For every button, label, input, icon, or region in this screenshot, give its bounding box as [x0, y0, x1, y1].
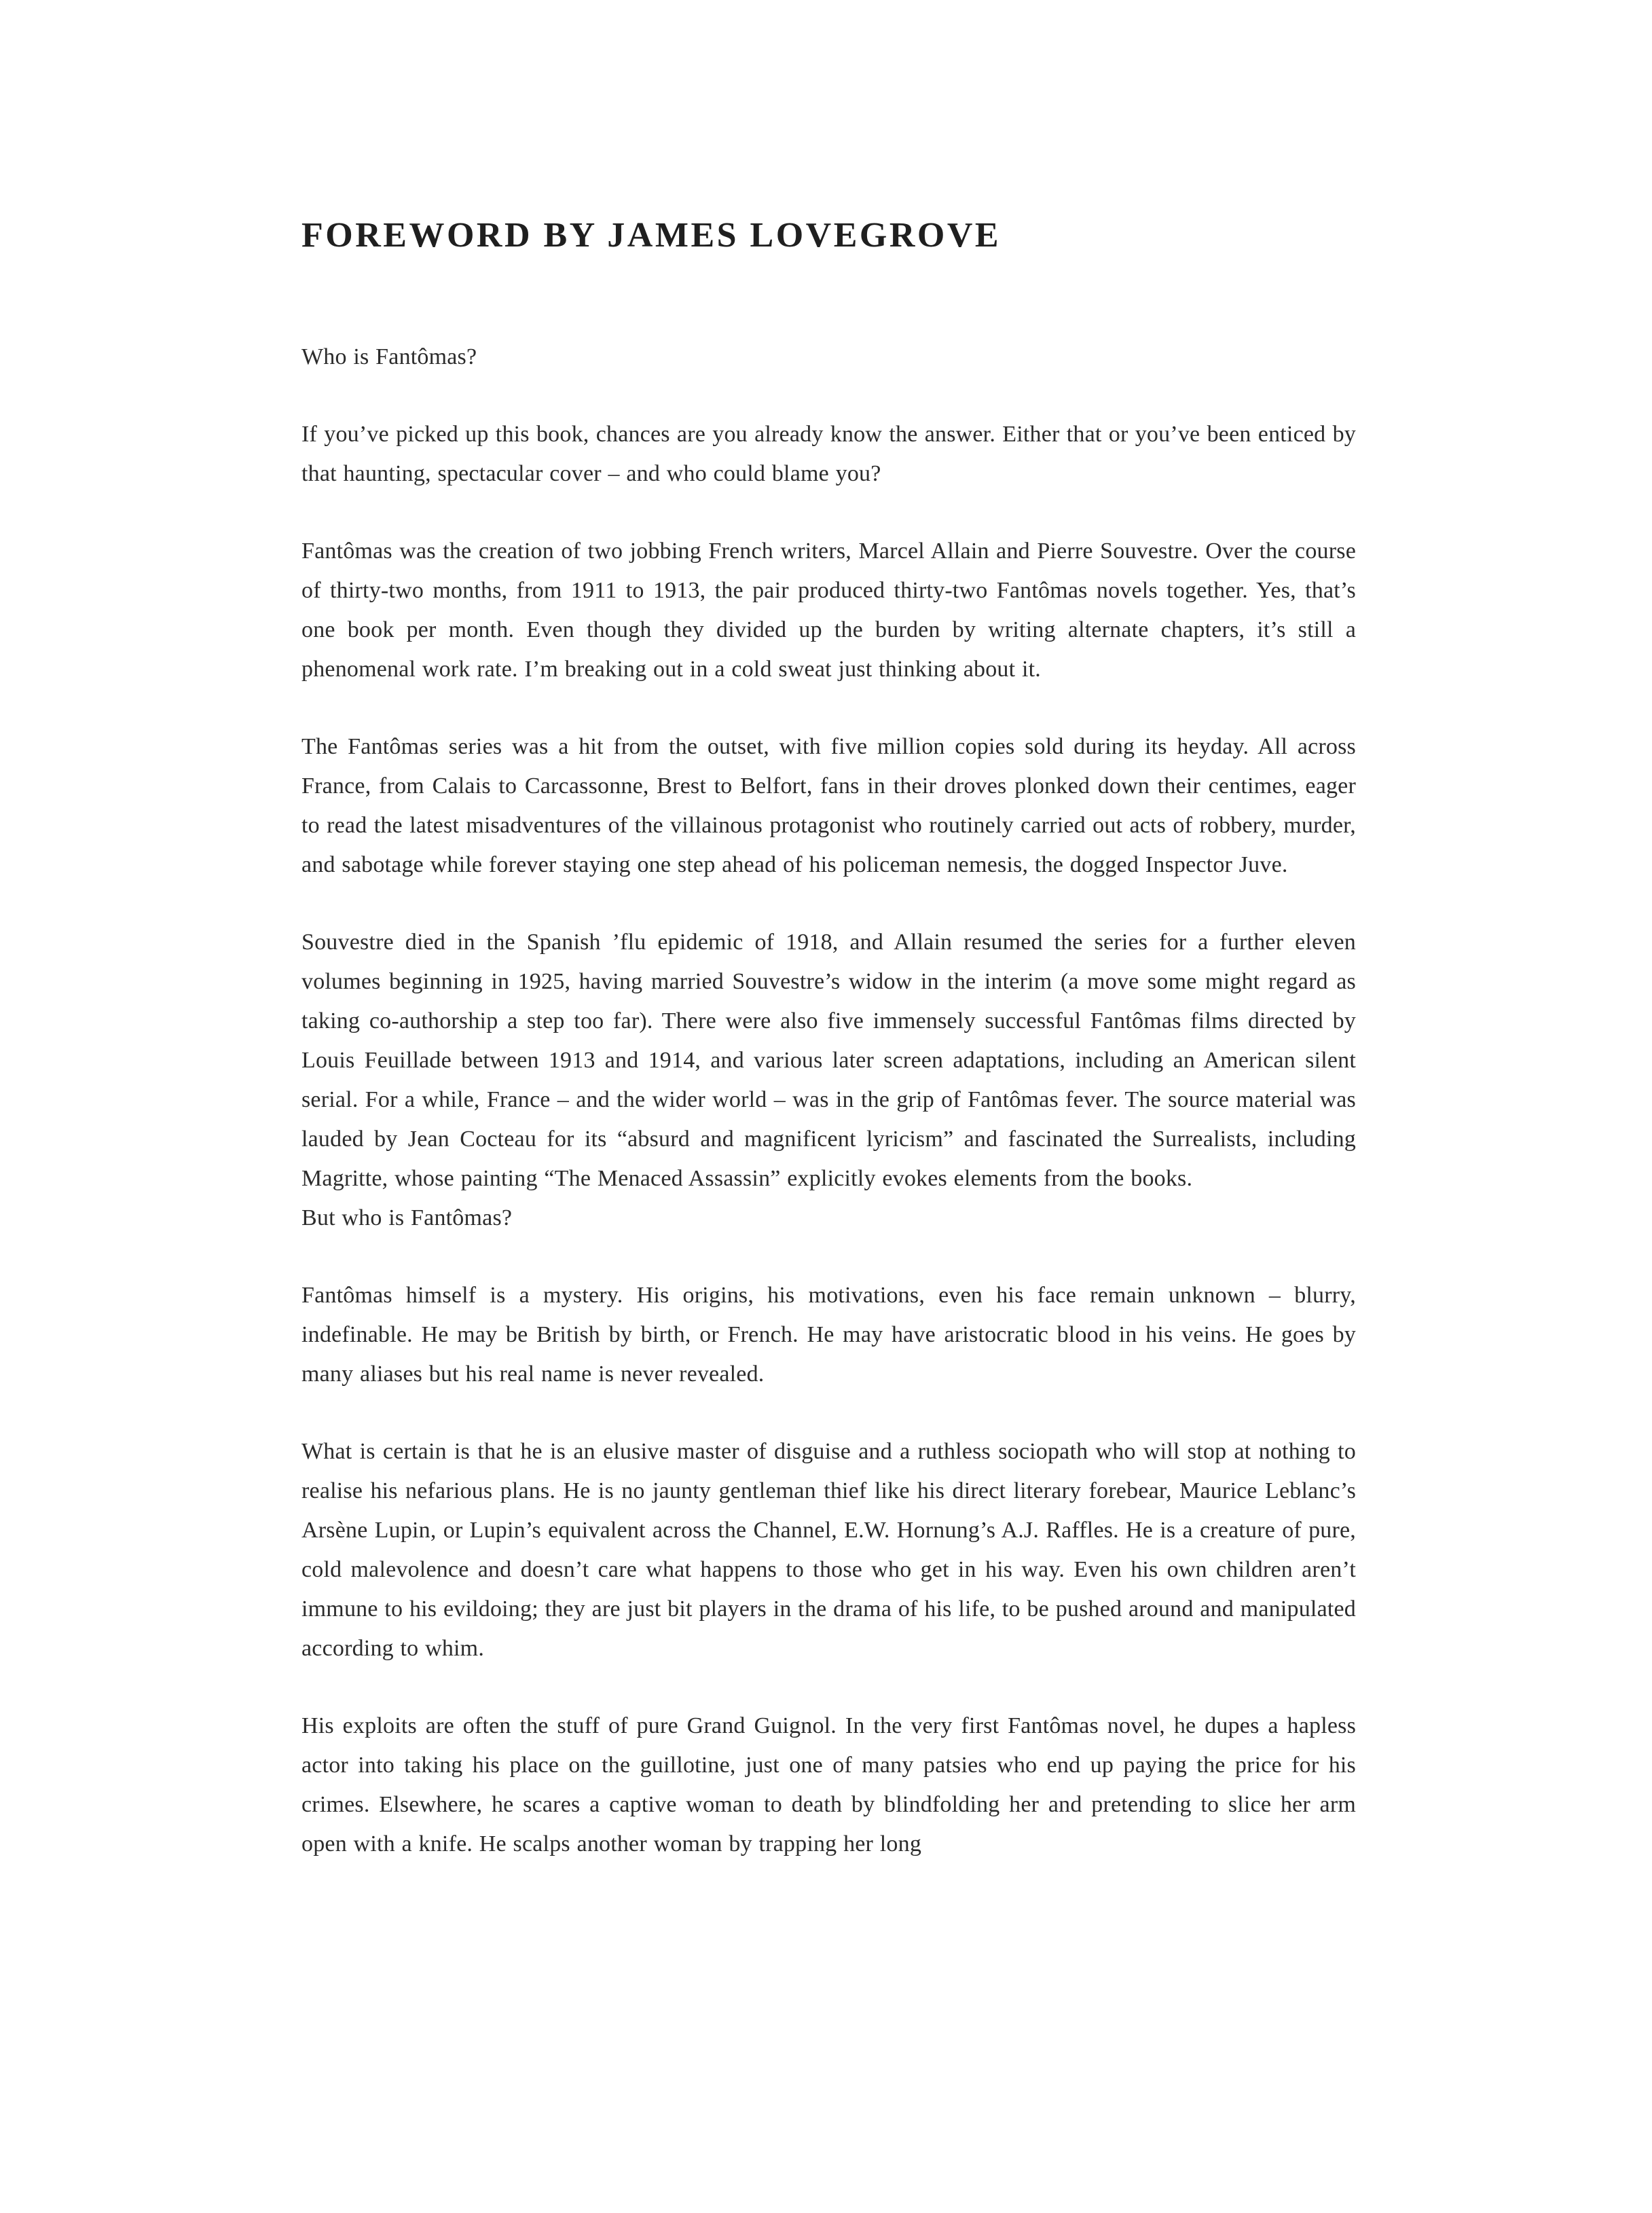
paragraph: His exploits are often the stuff of pure Grand Guignol. In the very first Fantômas novel, he dupes a hapless actor into taking his place on the guillotine, just one of many patsies who end up paying the price for his crimes. Elsewhere, he scares a captive woman to death by blindfolding her and pretending to slice her arm open with a knife. He scalps another woman by trapping her long	[301, 1713, 1356, 1857]
paragraph: The Fantômas series was a hit from the outset, with five million copies sold during its heyday. All across France, from Calais to Carcassonne, Brest to Belfort, fans in their droves plonked down their centimes, eager to read the latest misadventures of the villainous protagonist who routinely carried out acts of robbery, murder, and sabotage while forever staying one step ahead of his policeman nemesis, the dogged Inspector Juve.	[301, 734, 1356, 878]
paragraph: Fantômas was the creation of two jobbing French writers, Marcel Allain and Pierre Souvestre. Over the course of thirty-two months, from 1911 to 1913, the pair produced thirty-two Fantômas novels together. Yes, that’s one book per month. Even though they divided up the burden by writing alternate chapters, it’s still a phenomenal work rate. I’m breaking out in a cold sweat just thinking about it.	[301, 538, 1356, 682]
paragraph-who-is-fantomas: Who is Fantômas?	[301, 344, 477, 370]
paragraph: Fantômas himself is a mystery. His origins, his motivations, even his face remain unknown – blurry, indefinable. He may be British by birth, or French. He may have aristocratic blood in his veins. He goes by many aliases but his real name is never revealed.	[301, 1283, 1356, 1387]
paragraph: Souvestre died in the Spanish ’flu epidemic of 1918, and Allain resumed the series for a further eleven volumes beginning in 1925, having married Souvestre’s widow in the interim (a move some might regard as taking co-authorship a step too far). There were also five immensely successful Fantômas films directed by Louis Feuillade between 1913 and 1914, and various later screen adaptations, including an American silent serial. For a while, France – and the wider world – was in the grip of Fantômas fever. The source material was lauded by Jean Cocteau for its “absurd and magnificent lyricism” and fascinated the Surrealists, including Magritte, whose painting “The Menaced Assassin” explicitly evokes elements from the books.	[301, 930, 1356, 1192]
paragraph-but-who-is-fantomas: But who is Fantômas?	[301, 1205, 513, 1231]
paragraph: If you’ve picked up this book, chances are you already know the answer. Either that or you’ve been enticed by that haunting, spectacular cover – and who could blame you?	[301, 422, 1356, 487]
page-title: FOREWORD BY JAMES LOVEGROVE	[301, 216, 1002, 255]
paragraph: What is certain is that he is an elusive master of disguise and a ruthless sociopath who will stop at nothing to realise his nefarious plans. He is no jaunty gentleman thief like his direct literary forebear, Maurice Leblanc’s Arsène Lupin, or Lupin’s equivalent across the Channel, E.W. Hornung’s A.J. Raffles. He is a creature of pure, cold malevolence and doesn’t care what happens to those who get in his way. Even his own children aren’t immune to his evildoing; they are just bit players in the drama of his life, to be pushed around and manipulated according to whim.	[301, 1439, 1356, 1662]
